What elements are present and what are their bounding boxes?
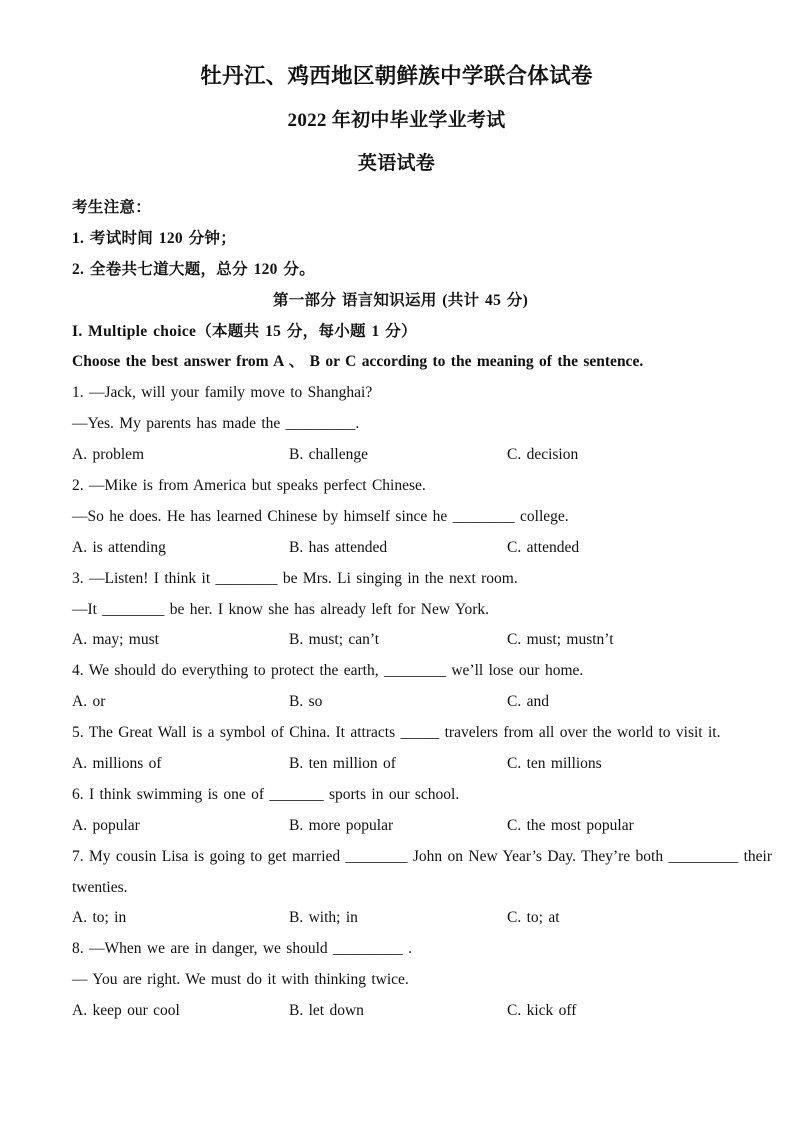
question-1-options — [72, 440, 729, 471]
question-2-option-a: A. is attending — [72, 538, 166, 556]
notice-item-2: 2. 全卷共七道大题，总分 120 分。 — [72, 260, 316, 278]
question-5-line-1: 5. The Great Wall is a symbol of China. It attracts _____ travelers from all over the world to visit it. — [72, 724, 721, 742]
question-7-option-a: A. to; in — [72, 909, 127, 927]
question-4-option-c: C. and — [507, 693, 549, 711]
question-4-line-1: 4. We should do everything to protect the earth, ________ we’ll lose our home. — [72, 662, 584, 680]
question-2-option-b: B. has attended — [289, 538, 388, 556]
question-6-line-1: 6. I think swimming is one of _______ sports in our school. — [72, 785, 460, 803]
question-7-line-1: 7. My cousin Lisa is going to get married ________ John on New Year’s Day. They’re both _________ their — [72, 847, 773, 865]
question-3-option-a: A. may; must — [72, 631, 159, 649]
question-5-options — [72, 749, 729, 780]
instruction: Choose the best answer from A 、 B or C according to the meaning of the sentence. — [72, 353, 644, 371]
question-1-option-c: C. decision — [507, 446, 579, 464]
notice-heading: 考生注意： — [72, 199, 152, 216]
part-heading: I. Multiple choice（本题共 15 分，每小题 1 分） — [72, 322, 417, 340]
question-1-option-b: B. challenge — [289, 446, 368, 464]
question-5-option-b: B. ten million of — [289, 755, 396, 773]
question-8-options — [72, 996, 729, 1027]
question-1-option-a: A. problem — [72, 446, 145, 464]
question-2-line-2: —So he does. He has learned Chinese by himself since he ________ college. — [72, 507, 569, 525]
question-2-line-1: 2. —Mike is from America but speaks perfect Chinese. — [72, 477, 426, 495]
question-6-option-c: C. the most popular — [507, 816, 634, 834]
question-3-option-b: B. must; can’t — [289, 631, 380, 649]
question-6-option-a: A. popular — [72, 816, 140, 834]
question-8-line-1: 8. —When we are in danger, we should _________ . — [72, 940, 413, 958]
exam-session-title: 2022 年初中毕业学业考试 — [287, 109, 506, 131]
question-5-option-a: A. millions of — [72, 755, 162, 773]
question-8-line-2: — You are right. We must do it with thinking twice. — [72, 971, 409, 989]
question-6-option-b: B. more popular — [289, 816, 394, 834]
document-body — [72, 193, 773, 1027]
question-7-option-b: B. with; in — [289, 909, 358, 927]
question-7-options — [72, 903, 729, 934]
question-3-option-c: C. must; mustn’t — [507, 631, 614, 649]
question-3-line-1: 3. —Listen! I think it ________ be Mrs. Li singing in the next room. — [72, 569, 518, 587]
question-2-options — [72, 533, 729, 564]
question-7-line-2: twenties. — [72, 878, 128, 896]
notice-item-1: 1. 考试时间 120 分钟； — [72, 229, 237, 247]
page-title: 牡丹江、鸡西地区朝鲜族中学联合体试卷 — [200, 64, 593, 88]
question-3-options — [72, 625, 729, 656]
question-6-options — [72, 811, 729, 842]
question-1-line-1: 1. —Jack, will your family move to Shanghai? — [72, 384, 373, 402]
question-1-line-2: —Yes. My parents has made the _________. — [72, 415, 360, 433]
question-7-option-c: C. to; at — [507, 909, 560, 927]
question-8-option-a: A. keep our cool — [72, 1002, 180, 1020]
section-heading: 第一部分 语言知识运用 (共计 45 分) — [272, 291, 529, 309]
title-block — [0, 55, 793, 186]
question-8-option-b: B. let down — [289, 1002, 364, 1020]
question-5-option-c: C. ten millions — [507, 755, 602, 773]
subject-title: 英语试卷 — [357, 153, 436, 174]
question-2-option-c: C. attended — [507, 538, 580, 556]
question-4-options — [72, 687, 729, 718]
question-4-option-a: A. or — [72, 693, 106, 711]
question-4-option-b: B. so — [289, 693, 323, 711]
question-3-line-2: —It ________ be her. I know she has already left for New York. — [72, 600, 490, 618]
question-8-option-c: C. kick off — [507, 1002, 577, 1020]
